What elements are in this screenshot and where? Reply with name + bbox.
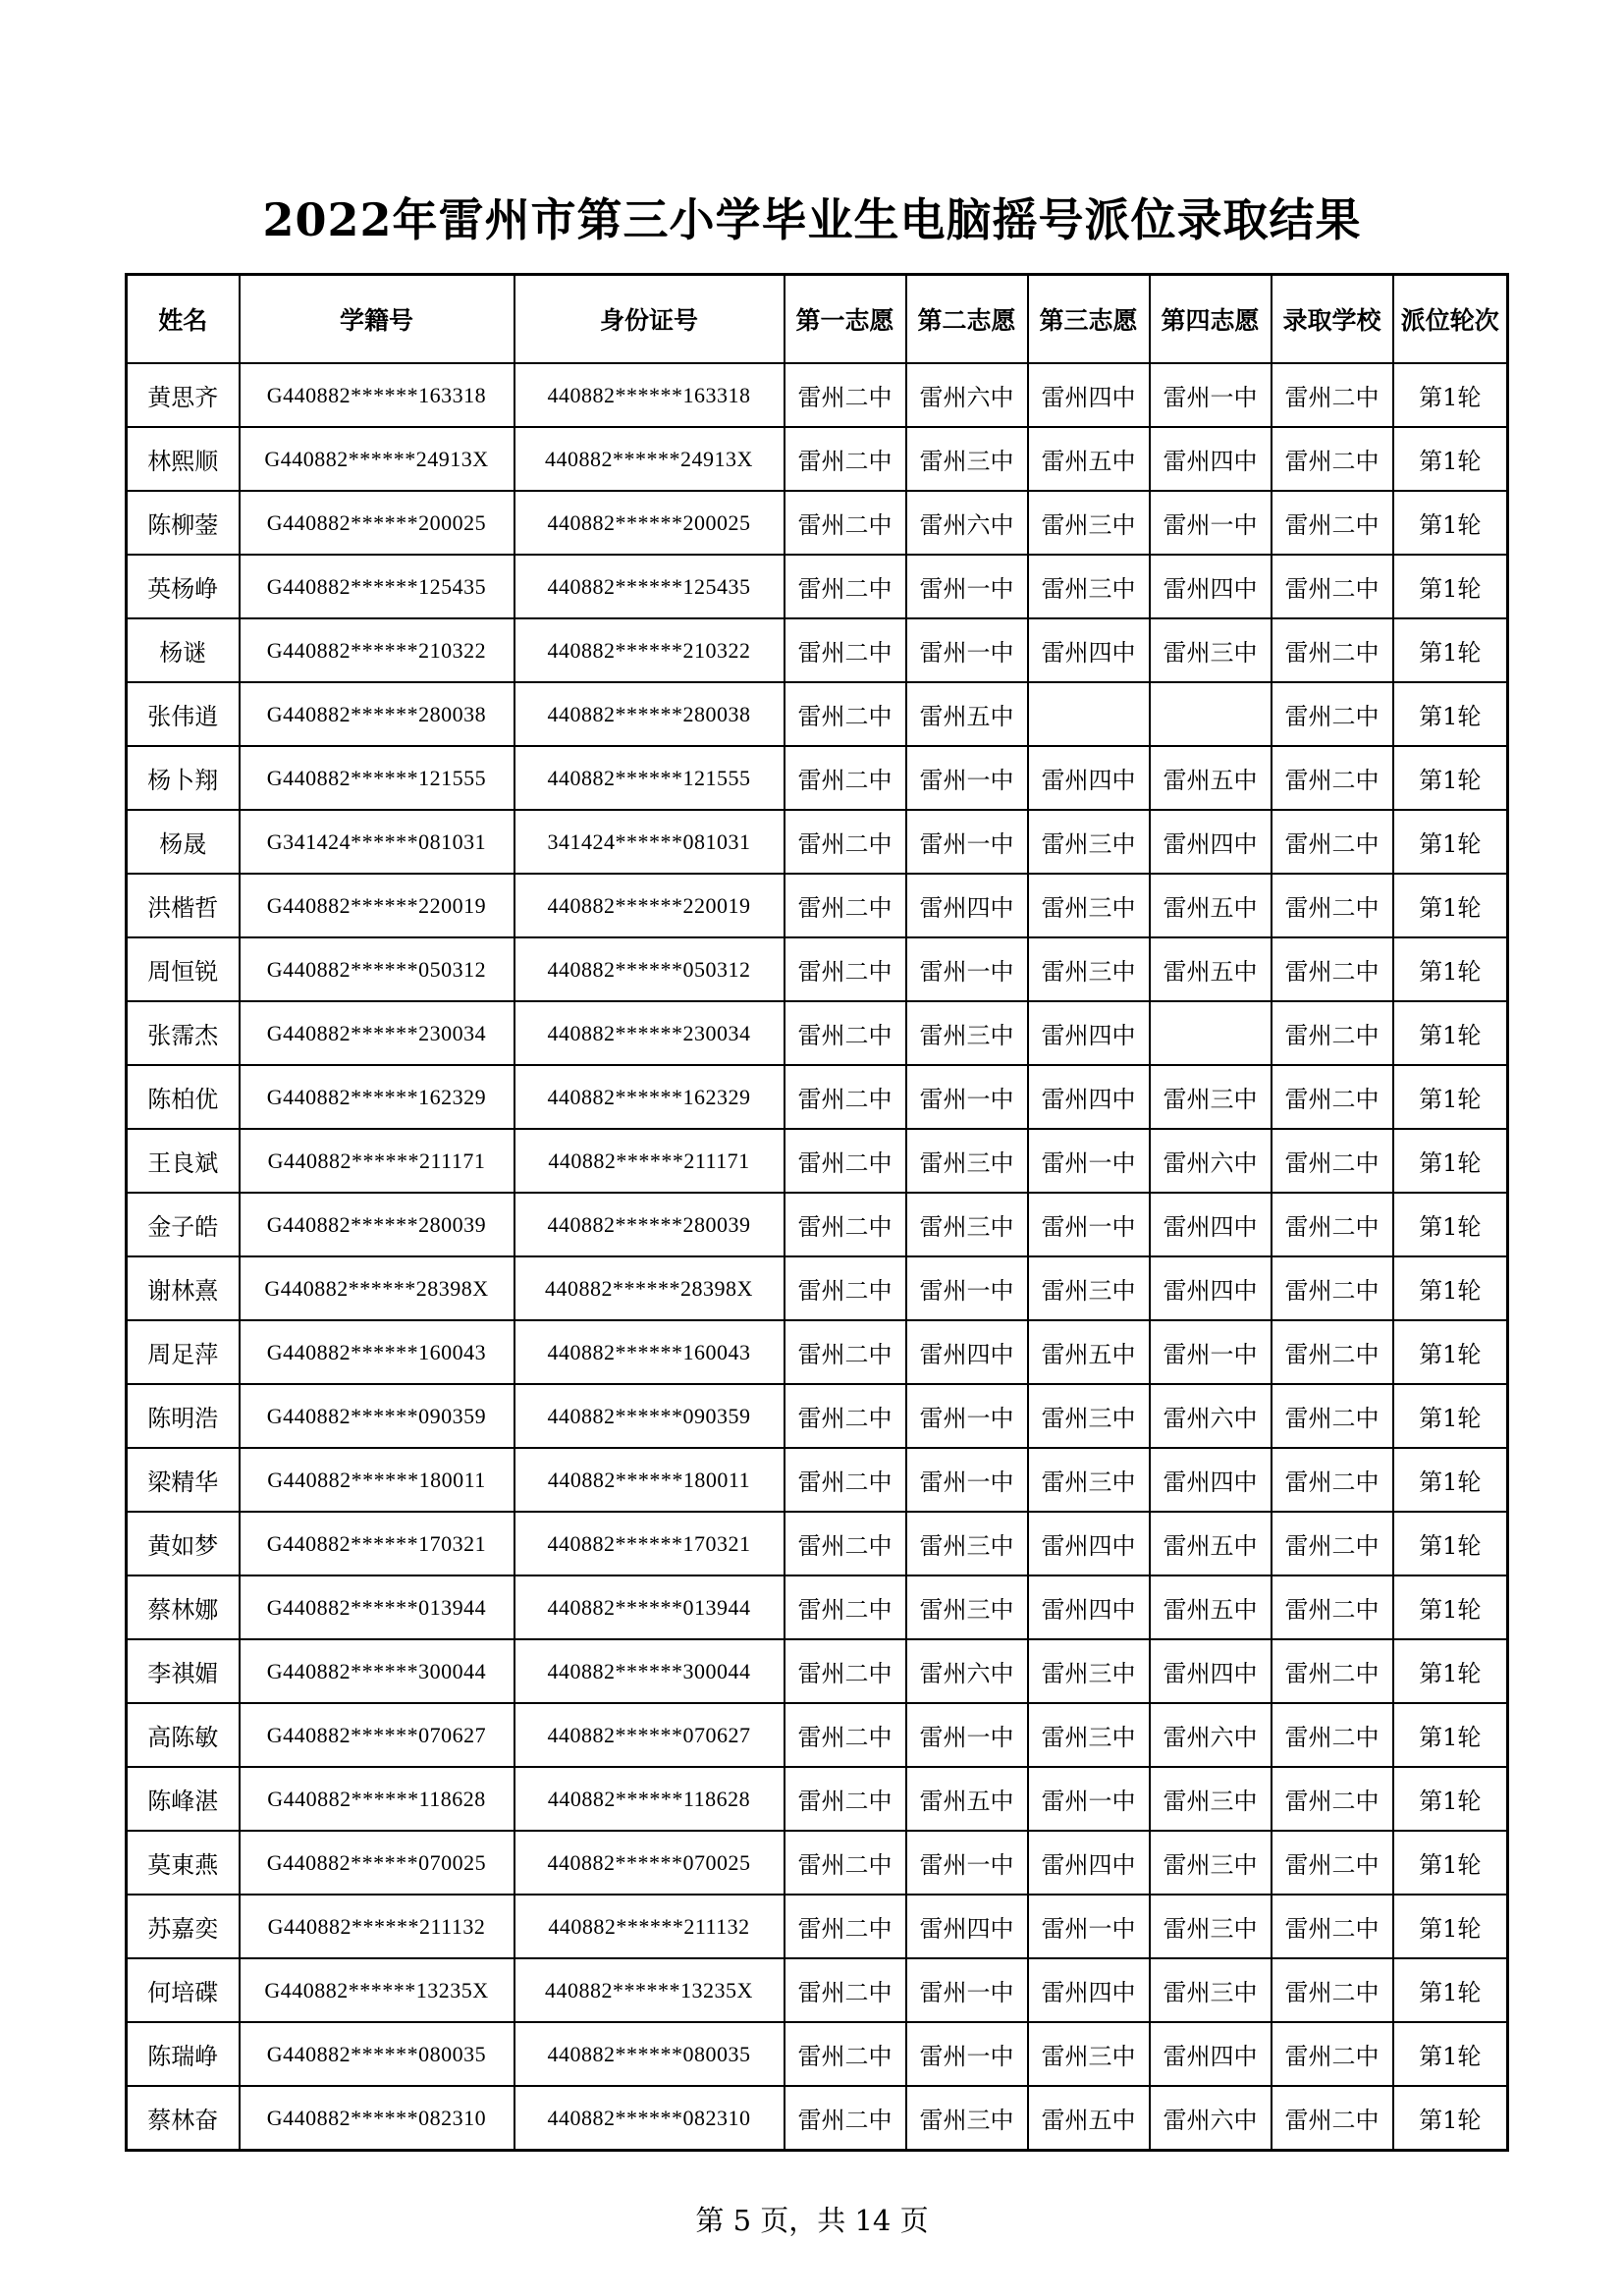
fourth-choice: 雷州一中 [1150,491,1272,555]
first-choice: 雷州二中 [785,1958,906,2022]
student-id: G440882******211132 [240,1895,514,1958]
table-row [127,682,1508,746]
fourth-choice: 雷州四中 [1150,427,1272,491]
second-choice: 雷州一中 [906,1065,1028,1129]
third-choice: 雷州三中 [1028,937,1150,1001]
second-choice: 雷州一中 [906,618,1028,682]
admitted-school: 雷州二中 [1272,363,1393,427]
fourth-choice: 雷州四中 [1150,2022,1272,2086]
first-choice: 雷州二中 [785,1895,906,1958]
id-card-number: 440882******162329 [514,1065,785,1129]
student-id: G440882******200025 [240,491,514,555]
student-id: G440882******170321 [240,1512,514,1575]
admitted-school: 雷州二中 [1272,1575,1393,1639]
third-choice: 雷州一中 [1028,1767,1150,1831]
id-card-number: 440882******300044 [514,1639,785,1703]
allocation-round: 第1轮 [1393,937,1508,1001]
allocation-round: 第1轮 [1393,1639,1508,1703]
allocation-round: 第1轮 [1393,1575,1508,1639]
student-id: G440882******180011 [240,1448,514,1512]
student-name: 金子皓 [127,1193,240,1256]
table-row [127,1831,1508,1895]
admitted-school: 雷州二中 [1272,1193,1393,1256]
third-choice: 雷州五中 [1028,2086,1150,2151]
student-name: 黄思齐 [127,363,240,427]
student-name: 李祺媚 [127,1639,240,1703]
third-choice: 雷州三中 [1028,555,1150,618]
second-choice: 雷州四中 [906,874,1028,937]
student-name: 杨谜 [127,618,240,682]
admitted-school: 雷州二中 [1272,1895,1393,1958]
first-choice: 雷州二中 [785,1703,906,1767]
table-row [127,1639,1508,1703]
second-choice: 雷州三中 [906,1575,1028,1639]
fourth-choice: 雷州三中 [1150,1767,1272,1831]
third-choice: 雷州四中 [1028,1512,1150,1575]
third-choice [1028,682,1150,746]
third-choice: 雷州三中 [1028,1703,1150,1767]
student-name: 何培碟 [127,1958,240,2022]
student-name: 梁精华 [127,1448,240,1512]
table-row [127,1448,1508,1512]
table-row [127,746,1508,810]
admitted-school: 雷州二中 [1272,1001,1393,1065]
table-row [127,1958,1508,2022]
fourth-choice: 雷州四中 [1150,810,1272,874]
table-row [127,363,1508,427]
first-choice: 雷州二中 [785,810,906,874]
allocation-round: 第1轮 [1393,1831,1508,1895]
first-choice: 雷州二中 [785,555,906,618]
first-choice: 雷州二中 [785,427,906,491]
student-name: 英杨峥 [127,555,240,618]
first-choice: 雷州二中 [785,937,906,1001]
third-choice: 雷州四中 [1028,1575,1150,1639]
fourth-choice: 雷州三中 [1150,1831,1272,1895]
student-id: G440882******163318 [240,363,514,427]
student-id: G440882******210322 [240,618,514,682]
admitted-school: 雷州二中 [1272,1448,1393,1512]
id-card-number: 440882******280039 [514,1193,785,1256]
id-card-number: 440882******170321 [514,1512,785,1575]
id-card-number: 440882******200025 [514,491,785,555]
admitted-school: 雷州二中 [1272,1703,1393,1767]
student-id: G440882******118628 [240,1767,514,1831]
student-id: G440882******300044 [240,1639,514,1703]
allocation-round: 第1轮 [1393,1767,1508,1831]
id-card-number: 440882******210322 [514,618,785,682]
student-name: 王良斌 [127,1129,240,1193]
allocation-round: 第1轮 [1393,682,1508,746]
allocation-round: 第1轮 [1393,618,1508,682]
student-name: 张伟逍 [127,682,240,746]
student-name: 苏嘉奕 [127,1895,240,1958]
second-choice: 雷州三中 [906,1129,1028,1193]
first-choice: 雷州二中 [785,2022,906,2086]
id-card-number: 440882******13235X [514,1958,785,2022]
id-card-number: 440882******24913X [514,427,785,491]
admitted-school: 雷州二中 [1272,810,1393,874]
fourth-choice [1150,1001,1272,1065]
id-card-number: 440882******050312 [514,937,785,1001]
second-choice: 雷州三中 [906,1001,1028,1065]
student-id: G440882******220019 [240,874,514,937]
third-choice: 雷州一中 [1028,1895,1150,1958]
third-choice: 雷州三中 [1028,874,1150,937]
third-choice: 雷州三中 [1028,491,1150,555]
table-row [127,1575,1508,1639]
table-body [127,363,1508,2151]
student-id: G440882******13235X [240,1958,514,2022]
student-name: 周恒锐 [127,937,240,1001]
admitted-school: 雷州二中 [1272,746,1393,810]
third-choice: 雷州四中 [1028,618,1150,682]
id-card-number: 440882******118628 [514,1767,785,1831]
first-choice: 雷州二中 [785,363,906,427]
first-choice: 雷州二中 [785,1129,906,1193]
first-choice: 雷州二中 [785,1448,906,1512]
fourth-choice: 雷州四中 [1150,1256,1272,1320]
allocation-round: 第1轮 [1393,810,1508,874]
table-header-row [127,275,1508,364]
id-card-header: 身份证号 [514,275,785,364]
table-row [127,1193,1508,1256]
table-row [127,618,1508,682]
allocation-round: 第1轮 [1393,2086,1508,2151]
table-row [127,1001,1508,1065]
student-id: G440882******080035 [240,2022,514,2086]
third-choice: 雷州四中 [1028,1065,1150,1129]
choice4-header: 第四志愿 [1150,275,1272,364]
first-choice: 雷州二中 [785,874,906,937]
id-card-number: 440882******080035 [514,2022,785,2086]
first-choice: 雷州二中 [785,1065,906,1129]
id-card-number: 440882******090359 [514,1384,785,1448]
admitted-school: 雷州二中 [1272,1831,1393,1895]
first-choice: 雷州二中 [785,1767,906,1831]
choice2-header: 第二志愿 [906,275,1028,364]
student-name: 张霈杰 [127,1001,240,1065]
table-row [127,1895,1508,1958]
student-name: 杨晟 [127,810,240,874]
student-id: G440882******070025 [240,1831,514,1895]
admitted-school: 雷州二中 [1272,1639,1393,1703]
fourth-choice: 雷州三中 [1150,618,1272,682]
admitted-school: 雷州二中 [1272,1065,1393,1129]
allocation-round: 第1轮 [1393,491,1508,555]
id-card-number: 440882******125435 [514,555,785,618]
first-choice: 雷州二中 [785,746,906,810]
fourth-choice: 雷州六中 [1150,2086,1272,2151]
table-row [127,1703,1508,1767]
fourth-choice: 雷州六中 [1150,1384,1272,1448]
id-card-number: 440882******160043 [514,1320,785,1384]
allocation-round: 第1轮 [1393,2022,1508,2086]
table-row [127,2086,1508,2151]
fourth-choice: 雷州五中 [1150,1512,1272,1575]
id-card-number: 440882******180011 [514,1448,785,1512]
table-row [127,1320,1508,1384]
student-id: G440882******230034 [240,1001,514,1065]
admitted-school: 雷州二中 [1272,1129,1393,1193]
table-row [127,1512,1508,1575]
first-choice: 雷州二中 [785,1512,906,1575]
allocation-round: 第1轮 [1393,1320,1508,1384]
third-choice: 雷州四中 [1028,363,1150,427]
table-row [127,1129,1508,1193]
fourth-choice: 雷州四中 [1150,1193,1272,1256]
fourth-choice: 雷州六中 [1150,1129,1272,1193]
second-choice: 雷州一中 [906,1958,1028,2022]
fourth-choice: 雷州五中 [1150,874,1272,937]
id-card-number: 440882******211132 [514,1895,785,1958]
student-id: G341424******081031 [240,810,514,874]
name-header: 姓名 [127,275,240,364]
fourth-choice: 雷州六中 [1150,1703,1272,1767]
second-choice: 雷州四中 [906,1895,1028,1958]
fourth-choice: 雷州一中 [1150,363,1272,427]
allocation-round: 第1轮 [1393,1384,1508,1448]
round-header: 派位轮次 [1393,275,1508,364]
id-card-number: 440882******070627 [514,1703,785,1767]
second-choice: 雷州一中 [906,1448,1028,1512]
third-choice: 雷州三中 [1028,1448,1150,1512]
choice1-header: 第一志愿 [785,275,906,364]
student-name: 蔡林娜 [127,1575,240,1639]
id-card-number: 440882******211171 [514,1129,785,1193]
admitted-school: 雷州二中 [1272,427,1393,491]
table-row [127,1065,1508,1129]
student-id: G440882******160043 [240,1320,514,1384]
id-card-number: 440882******013944 [514,1575,785,1639]
student-id: G440882******050312 [240,937,514,1001]
admitted-school: 雷州二中 [1272,1512,1393,1575]
student-name: 陈瑞峥 [127,2022,240,2086]
allocation-round: 第1轮 [1393,363,1508,427]
second-choice: 雷州一中 [906,1256,1028,1320]
table-row [127,427,1508,491]
second-choice: 雷州一中 [906,937,1028,1001]
second-choice: 雷州三中 [906,2086,1028,2151]
student-id: G440882******280039 [240,1193,514,1256]
first-choice: 雷州二中 [785,1575,906,1639]
allocation-round: 第1轮 [1393,1895,1508,1958]
table-row [127,2022,1508,2086]
second-choice: 雷州一中 [906,1384,1028,1448]
table-row [127,937,1508,1001]
third-choice: 雷州一中 [1028,1193,1150,1256]
id-card-number: 440882******230034 [514,1001,785,1065]
second-choice: 雷州五中 [906,1767,1028,1831]
student-id-header: 学籍号 [240,275,514,364]
id-card-number: 440882******121555 [514,746,785,810]
third-choice: 雷州四中 [1028,746,1150,810]
third-choice: 雷州三中 [1028,810,1150,874]
third-choice: 雷州三中 [1028,1384,1150,1448]
second-choice: 雷州五中 [906,682,1028,746]
second-choice: 雷州一中 [906,810,1028,874]
allocation-round: 第1轮 [1393,746,1508,810]
fourth-choice: 雷州四中 [1150,1448,1272,1512]
first-choice: 雷州二中 [785,1001,906,1065]
admitted-school: 雷州二中 [1272,682,1393,746]
student-id: G440882******013944 [240,1575,514,1639]
third-choice: 雷州三中 [1028,1639,1150,1703]
fourth-choice: 雷州四中 [1150,555,1272,618]
table-row [127,491,1508,555]
first-choice: 雷州二中 [785,1831,906,1895]
table-row [127,1767,1508,1831]
allocation-round: 第1轮 [1393,427,1508,491]
third-choice: 雷州四中 [1028,1831,1150,1895]
student-name: 洪楷哲 [127,874,240,937]
id-card-number: 440882******220019 [514,874,785,937]
admitted-school: 雷州二中 [1272,1384,1393,1448]
third-choice: 雷州三中 [1028,2022,1150,2086]
second-choice: 雷州一中 [906,2022,1028,2086]
second-choice: 雷州六中 [906,491,1028,555]
id-card-number: 440882******280038 [514,682,785,746]
second-choice: 雷州三中 [906,1512,1028,1575]
admitted-school: 雷州二中 [1272,937,1393,1001]
student-id: G440882******090359 [240,1384,514,1448]
first-choice: 雷州二中 [785,1320,906,1384]
second-choice: 雷州六中 [906,363,1028,427]
student-id: G440882******24913X [240,427,514,491]
second-choice: 雷州三中 [906,427,1028,491]
fourth-choice [1150,682,1272,746]
allocation-round: 第1轮 [1393,874,1508,937]
student-name: 杨卜翔 [127,746,240,810]
admitted-school: 雷州二中 [1272,1256,1393,1320]
admitted-school: 雷州二中 [1272,491,1393,555]
third-choice: 雷州五中 [1028,427,1150,491]
admission-results-table [125,273,1509,2152]
table-row [127,1384,1508,1448]
id-card-number: 440882******082310 [514,2086,785,2151]
first-choice: 雷州二中 [785,682,906,746]
student-id: G440882******280038 [240,682,514,746]
student-name: 高陈敏 [127,1703,240,1767]
first-choice: 雷州二中 [785,1256,906,1320]
student-name: 陈柳蓥 [127,491,240,555]
student-id: G440882******211171 [240,1129,514,1193]
first-choice: 雷州二中 [785,1639,906,1703]
fourth-choice: 雷州五中 [1150,937,1272,1001]
first-choice: 雷州二中 [785,618,906,682]
fourth-choice: 雷州四中 [1150,1639,1272,1703]
allocation-round: 第1轮 [1393,1001,1508,1065]
student-id: G440882******121555 [240,746,514,810]
student-id: G440882******28398X [240,1256,514,1320]
second-choice: 雷州一中 [906,1831,1028,1895]
student-name: 陈峰湛 [127,1767,240,1831]
second-choice: 雷州一中 [906,555,1028,618]
third-choice: 雷州五中 [1028,1320,1150,1384]
student-id: G440882******082310 [240,2086,514,2151]
fourth-choice: 雷州一中 [1150,1320,1272,1384]
allocation-round: 第1轮 [1393,1129,1508,1193]
third-choice: 雷州三中 [1028,1256,1150,1320]
second-choice: 雷州一中 [906,746,1028,810]
fourth-choice: 雷州三中 [1150,1958,1272,2022]
id-card-number: 341424******081031 [514,810,785,874]
allocation-round: 第1轮 [1393,555,1508,618]
page-footer: 第 5 页，共 14 页 [695,2204,929,2237]
choice3-header: 第三志愿 [1028,275,1150,364]
student-name: 谢林熹 [127,1256,240,1320]
table-row [127,555,1508,618]
table-row [127,810,1508,874]
id-card-number: 440882******28398X [514,1256,785,1320]
student-name: 周足萍 [127,1320,240,1384]
allocation-round: 第1轮 [1393,1448,1508,1512]
student-name: 蔡林奋 [127,2086,240,2151]
admitted-school: 雷州二中 [1272,555,1393,618]
student-id: G440882******070627 [240,1703,514,1767]
third-choice: 雷州四中 [1028,1001,1150,1065]
allocation-round: 第1轮 [1393,1512,1508,1575]
third-choice: 雷州四中 [1028,1958,1150,2022]
admitted-school-header: 录取学校 [1272,275,1393,364]
fourth-choice: 雷州五中 [1150,1575,1272,1639]
table-row [127,874,1508,937]
first-choice: 雷州二中 [785,2086,906,2151]
fourth-choice: 雷州五中 [1150,746,1272,810]
second-choice: 雷州一中 [906,1703,1028,1767]
fourth-choice: 雷州三中 [1150,1065,1272,1129]
admitted-school: 雷州二中 [1272,2086,1393,2151]
admitted-school: 雷州二中 [1272,874,1393,937]
first-choice: 雷州二中 [785,1193,906,1256]
admitted-school: 雷州二中 [1272,2022,1393,2086]
third-choice: 雷州一中 [1028,1129,1150,1193]
allocation-round: 第1轮 [1393,1256,1508,1320]
student-name: 莫東燕 [127,1831,240,1895]
table-row [127,1256,1508,1320]
allocation-round: 第1轮 [1393,1703,1508,1767]
id-card-number: 440882******163318 [514,363,785,427]
student-name: 陈柏优 [127,1065,240,1129]
second-choice: 雷州六中 [906,1639,1028,1703]
fourth-choice: 雷州三中 [1150,1895,1272,1958]
allocation-round: 第1轮 [1393,1193,1508,1256]
admitted-school: 雷州二中 [1272,1767,1393,1831]
first-choice: 雷州二中 [785,491,906,555]
allocation-round: 第1轮 [1393,1065,1508,1129]
student-name: 林熙顺 [127,427,240,491]
admitted-school: 雷州二中 [1272,1320,1393,1384]
student-name: 黄如梦 [127,1512,240,1575]
document-title: 2022年雷州市第三小学毕业生电脑摇号派位录取结果 [262,193,1362,246]
second-choice: 雷州四中 [906,1320,1028,1384]
first-choice: 雷州二中 [785,1384,906,1448]
student-id: G440882******162329 [240,1065,514,1129]
student-id: G440882******125435 [240,555,514,618]
student-name: 陈明浩 [127,1384,240,1448]
allocation-round: 第1轮 [1393,1958,1508,2022]
second-choice: 雷州三中 [906,1193,1028,1256]
id-card-number: 440882******070025 [514,1831,785,1895]
admitted-school: 雷州二中 [1272,618,1393,682]
admitted-school: 雷州二中 [1272,1958,1393,2022]
